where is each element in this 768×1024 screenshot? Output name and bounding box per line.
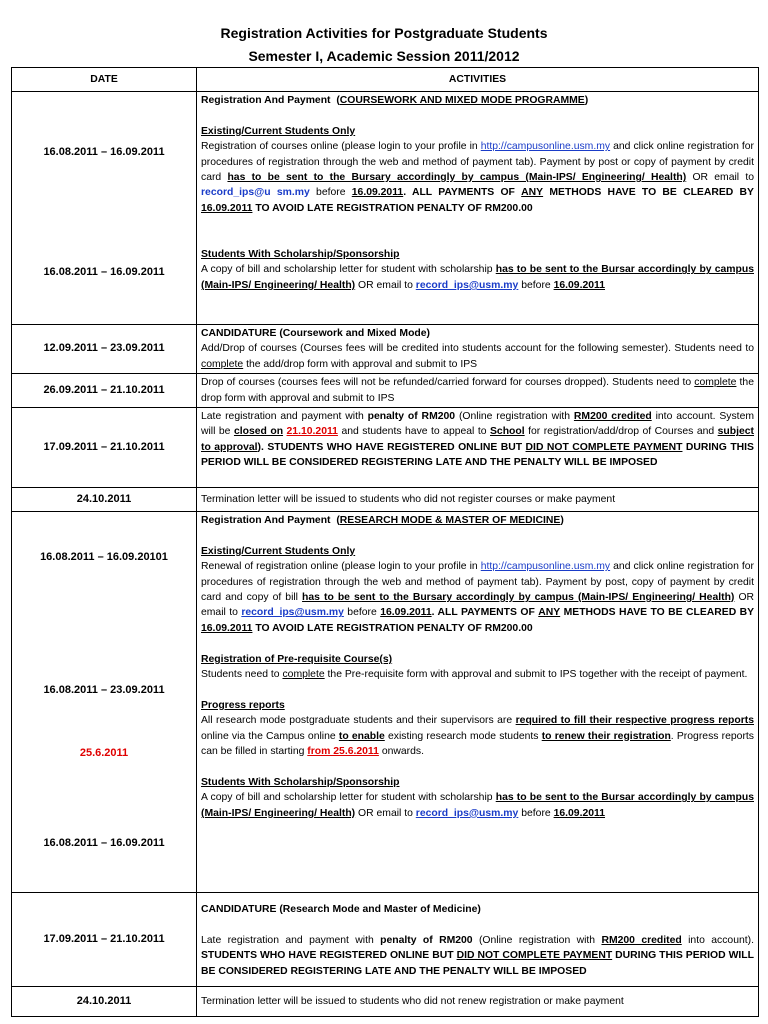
activity-cell: Termination letter will be issued to students who did not renew registration or make payment [197,987,759,1017]
date-cell [12,408,197,488]
activity-cell: CANDIDATURE (Research Mode and Master of Medicine) Late registration and payment with penalty of RM200 (Online registration with RM200 credited into account). STUDENTS WHO HAVE REGISTERED ONLINE BUT DID NOT COMPLETE PAYMENT DURING THIS PERIOD WILL BE CONSIDERED REGISTERING LATE AND THE PENALTY WILL BE IMPOSED [197,893,759,987]
date-cell [12,325,197,374]
activity-cell: Late registration and payment with penalty of RM200 (Online registration with RM200 credited into account. System will be closed on 21.10.2011 and students have to appeal to School for registration/add/drop of Courses and subject to approval). STUDENTS WHO HAVE REGISTERED ONLINE BUT DID NOT COMPLETE PAYMENT DURING THIS PERIOD WILL BE CONSIDERED REGISTERING LATE AND THE PENALTY WILL BE IMPOSED [197,408,759,488]
table-row [12,488,759,512]
date-label: 24.10.2011 [76,994,132,1007]
date-cell [12,92,197,325]
date-label: 12.09.2011 – 23.09.2011 [43,342,165,355]
table-row [12,92,759,325]
section-title: Progress reports [201,699,285,711]
email-link[interactable]: record_ips@usm.my [415,807,519,819]
table-header-row [12,68,759,92]
activity-cell: CANDIDATURE (Coursework and Mixed Mode) Add/Drop of courses (Courses fees will be credited into students account for the following semester). Students need to complete the add/drop form with approval and submit to IPS [197,325,759,374]
page-title: Registration Activities for Postgraduate Students [220,25,548,41]
activity-cell: Termination letter will be issued to students who did not register courses or make payment [197,488,759,512]
page-subtitle: Semester I, Academic Session 2011/2012 [248,48,520,64]
date-cell [12,512,197,893]
date-label: 26.09.2011 – 21.10.2011 [43,383,165,396]
activity-cell: Registration And Payment (RESEARCH MODE & MASTER OF MEDICINE) Existing/Current Students Only Renewal of registration online (please login to your profile in http://campusonline.usm.my and click online registration for procedures of registration through the web and method of payment tab). Payment by post, copy of payment by credit card and copy of bill has to be sent to the Bursary accordingly by campus (Main-IPS/ Engineering/ Health) OR email to record_ips@usm.my before 16.09.2011. ALL PAYMENTS OF ANY METHODS HAVE TO BE CLEARED BY 16.09.2011 TO AVOID LATE REGISTRATION PENALTY OF RM200.00 Registration of Pre-requisite Course(s) Students need to complete the Pre-requisite form with approval and submit to IPS together with the receipt of payment. Progress reports All research mode postgraduate students and their supervisors are required to fill their respective progress reports online via the Campus online to enable existing research mode students to renew their registration. Progress reports can be filled in starting from 25.6.2011 onwards. Students With Scholarship/Sponsorship A copy of bill and scholarship letter for student with scholarship has to be sent to the Bursar accordingly by campus (Main-IPS/ Engineering/ Health) OR email to record_ips@usm.my before 16.09.2011 [197,512,759,893]
date-column-header: DATE [12,68,197,92]
table-row [12,512,759,893]
campusonline-link[interactable]: http://campusonline.usm.my [480,141,611,153]
date-cell [12,987,197,1017]
section-title: Existing/Current Students Only [201,545,356,557]
table-row [12,987,759,1017]
date-cell [12,488,197,512]
email-link[interactable]: record_ips@u sm.my [201,187,310,199]
activities-column-header: ACTIVITIES [197,68,759,92]
date-label: 16.08.2011 – 16.09.2011 [43,837,165,850]
date-label: 16.08.2011 – 16.09.2011 [43,266,165,278]
date-label: 16.08.2011 – 16.09.2011 [43,146,165,158]
schedule-table [11,67,759,1017]
date-label: 17.09.2011 – 21.10.2011 [43,932,165,945]
date-label: 17.09.2011 – 21.10.2011 [43,440,165,453]
section-title: Registration of Pre-requisite Course(s) [201,653,393,665]
table-row [12,374,759,408]
date-label: 25.6.2011 [79,747,129,760]
table-row [12,408,759,488]
date-cell [12,374,197,408]
date-label: 16.08.2011 – 23.09.2011 [43,684,165,697]
date-label: 24.10.2011 [76,492,132,505]
activity-cell: Drop of courses (courses fees will not be refunded/carried forward for courses dropped). Students need to complete the drop form with approval and submit to IPS [197,374,759,408]
table-row [12,325,759,374]
date-label: 16.08.2011 – 16.09.20101 [40,551,168,564]
section-title: Existing/Current Students Only [201,125,356,137]
section-title: Students With Scholarship/Sponsorship [201,776,400,788]
campusonline-link[interactable]: http://campusonline.usm.my [480,561,611,573]
email-link[interactable]: record_ips@usm.my [415,279,519,291]
activity-cell: Registration And Payment (COURSEWORK AND MIXED MODE PROGRAMME) Existing/Current Students Only Registration of courses online (please login to your profile in http://campusonline.usm.my and click online registration for procedures of registration through the web and method of payment tab). Payment by post or copy of payment by credit card has to be sent to the Bursary accordingly by campus (Main-IPS/ Engineering/ Health) OR email to record_ips@u sm.my before 16.09.2011. ALL PAYMENTS OF ANY METHODS HAVE TO BE CLEARED BY 16.09.2011 TO AVOID LATE REGISTRATION PENALTY OF RM200.00 Students With Scholarship/Sponsorship A copy of bill and scholarship letter for student with scholarship has to be sent to the Bursar accordingly by campus (Main-IPS/ Engineering/ Health) OR email to record_ips@usm.my before 16.09.2011 [197,92,759,325]
section-title: Students With Scholarship/Sponsorship [201,249,400,261]
table-row [12,893,759,987]
email-link[interactable]: record_ips@usm.my [241,607,344,619]
date-cell [12,893,197,987]
